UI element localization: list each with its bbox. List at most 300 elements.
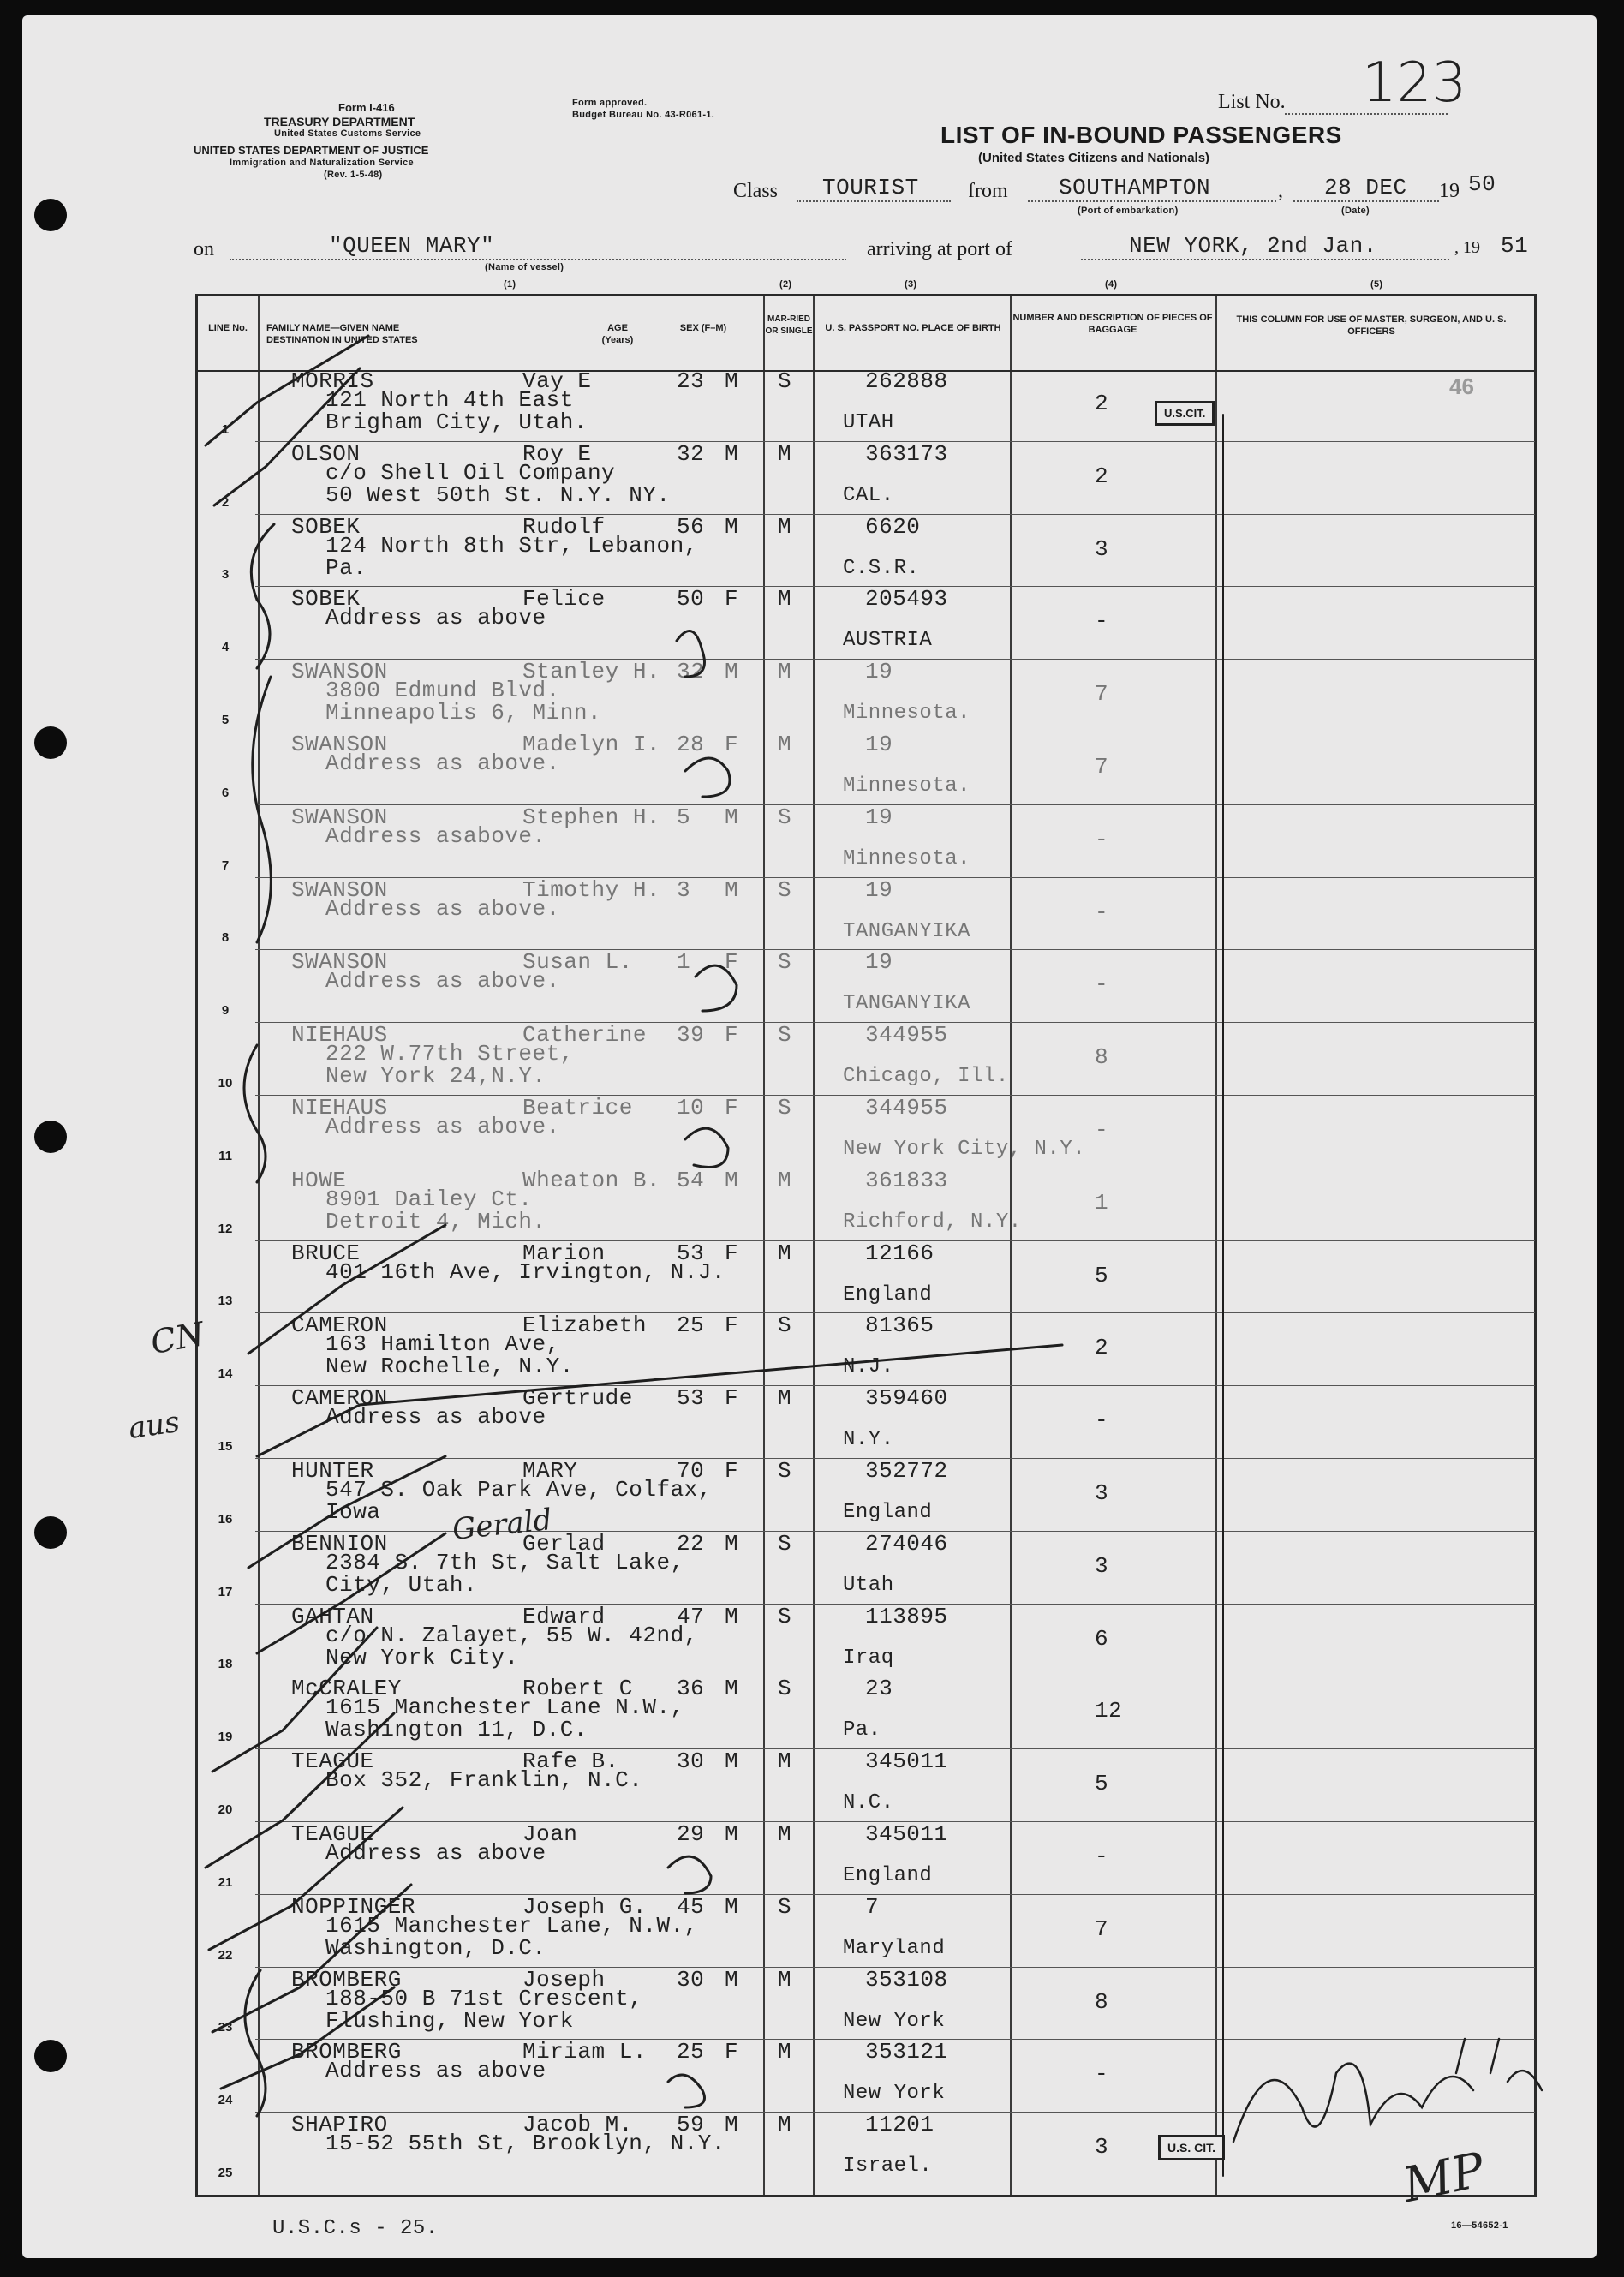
address-line: Address asabove. bbox=[325, 822, 546, 849]
line-number: 25 bbox=[218, 2165, 233, 2180]
us-citizen-stamp: U.S. CIT. bbox=[1158, 2135, 1225, 2160]
line-number: 16 bbox=[218, 1511, 233, 1527]
line-number: 13 bbox=[218, 1294, 233, 1309]
place-of-birth: New York bbox=[843, 2009, 946, 2033]
form-number: Form I-416 bbox=[338, 101, 395, 114]
given-name: Susan L. bbox=[522, 949, 633, 976]
marital-status: M bbox=[778, 1385, 792, 1412]
marital-status: S bbox=[778, 1095, 792, 1121]
ins-service: Immigration and Naturalization Service bbox=[230, 158, 414, 168]
age: 29 bbox=[677, 1821, 705, 1847]
marital-status: M bbox=[778, 513, 792, 540]
line-number: 1 bbox=[221, 421, 230, 437]
age: 70 bbox=[677, 1458, 705, 1484]
sex: M bbox=[725, 1603, 739, 1629]
line-number: 8 bbox=[221, 930, 230, 946]
baggage-count: - bbox=[1095, 971, 1109, 998]
age: 10 bbox=[677, 1095, 705, 1121]
place-of-birth: Minnesota. bbox=[843, 774, 971, 798]
col-baggage: NUMBER AND DESCRIPTION OF PIECES OF BAGGAGE bbox=[1012, 313, 1213, 335]
col-number-1: (1) bbox=[504, 279, 516, 290]
baggage-count: 3 bbox=[1095, 535, 1109, 562]
address-line: Flushing, New York bbox=[325, 2007, 574, 2034]
family-name: BENNION bbox=[291, 1530, 388, 1557]
family-name: NIEHAUS bbox=[291, 1095, 388, 1121]
handwritten-margin-note: CN bbox=[147, 1314, 207, 1362]
col-passport: U. S. PASSPORT NO. PLACE OF BIRTH bbox=[825, 323, 1001, 333]
marital-status: M bbox=[778, 2112, 792, 2138]
age: 53 bbox=[677, 1240, 705, 1266]
sex: F bbox=[725, 1240, 739, 1266]
form-approved: Form approved. bbox=[572, 98, 648, 108]
baggage-count: - bbox=[1095, 1844, 1109, 1869]
line-number: 23 bbox=[218, 2020, 233, 2035]
passport-number: 344955 bbox=[865, 1022, 948, 1049]
line-number: 15 bbox=[218, 1438, 233, 1454]
baggage-count: 2 bbox=[1095, 463, 1109, 489]
place-of-birth: Iraq bbox=[843, 1646, 894, 1670]
family-name: SWANSON bbox=[291, 949, 388, 976]
given-name: Joan bbox=[522, 1821, 578, 1847]
line-number: 17 bbox=[218, 1584, 233, 1599]
vessel-name: "QUEEN MARY" bbox=[329, 233, 495, 259]
baggage-count: 7 bbox=[1095, 1915, 1109, 1942]
col-sex: SEX (F–M) bbox=[679, 323, 727, 333]
passport-number: 12166 bbox=[865, 1240, 934, 1266]
place-of-birth: N.Y. bbox=[843, 1428, 894, 1452]
marital-status: M bbox=[778, 1966, 792, 1993]
address-line: 1615 Manchester Lane N.W., bbox=[325, 1694, 684, 1721]
sex: F bbox=[725, 732, 739, 757]
place-of-birth: TANGANYIKA bbox=[843, 992, 971, 1016]
passport-number: 345011 bbox=[865, 1821, 948, 1847]
address-line: City, Utah. bbox=[325, 1571, 478, 1598]
address-line: 163 Hamilton Ave, bbox=[325, 1331, 560, 1358]
budget-bureau: Budget Bureau No. 43-R061-1. bbox=[572, 110, 715, 120]
place-of-birth: England bbox=[843, 1501, 933, 1524]
line-number: 24 bbox=[218, 2093, 233, 2108]
place-of-birth: New York City, N.Y. bbox=[843, 1138, 1086, 1161]
passport-number: 19 bbox=[865, 659, 893, 685]
given-name: Felice bbox=[522, 586, 606, 613]
list-number: 123 bbox=[1362, 51, 1467, 115]
sex: M bbox=[725, 1676, 739, 1702]
family-name: HOWE bbox=[291, 1167, 347, 1193]
passport-number: 363173 bbox=[865, 440, 948, 467]
treasury-department: TREASURY DEPARTMENT bbox=[264, 115, 415, 128]
baggage-count: 5 bbox=[1095, 1771, 1109, 1797]
customs-service: United States Customs Service bbox=[274, 128, 421, 139]
address-line: Washington 11, D.C. bbox=[325, 1717, 588, 1743]
sex: M bbox=[725, 2112, 739, 2138]
address-line: 2384 S. 7th St, Salt Lake, bbox=[325, 1549, 684, 1575]
age: 25 bbox=[677, 1312, 705, 1339]
age: 53 bbox=[677, 1385, 705, 1412]
family-name: SOBEK bbox=[291, 513, 361, 540]
marital-status: S bbox=[778, 949, 792, 976]
col-married: MAR-RIED OR SINGLE bbox=[765, 314, 813, 336]
class-value: TOURIST bbox=[822, 175, 919, 200]
family-name: TEAGUE bbox=[291, 1821, 374, 1847]
date-caption: (Date) bbox=[1341, 206, 1370, 216]
marital-status: S bbox=[778, 368, 792, 394]
sex: M bbox=[725, 368, 739, 394]
passport-number: 361833 bbox=[865, 1167, 948, 1193]
sex: M bbox=[725, 1821, 739, 1847]
baggage-count: 3 bbox=[1095, 1552, 1109, 1579]
given-name: Elizabeth bbox=[522, 1312, 647, 1339]
arrival-year-prefix: 19 bbox=[1463, 238, 1480, 257]
line-number: 2 bbox=[221, 494, 230, 510]
age: 54 bbox=[677, 1167, 705, 1193]
given-name: Beatrice bbox=[522, 1095, 633, 1121]
given-name: Timothy H. bbox=[522, 876, 661, 903]
age: 47 bbox=[677, 1603, 705, 1629]
given-name: Gerlad bbox=[522, 1530, 606, 1557]
address-line: Address as above bbox=[325, 1840, 546, 1866]
address-line: Washington, D.C. bbox=[325, 1934, 546, 1961]
family-name: CAMERON bbox=[291, 1385, 388, 1412]
family-name: SWANSON bbox=[291, 876, 388, 903]
col-number-4: (4) bbox=[1105, 279, 1118, 290]
passport-number: 23 bbox=[865, 1676, 893, 1702]
address-line: Address as above. bbox=[325, 750, 560, 776]
line-number: 3 bbox=[221, 567, 230, 583]
place-of-birth: Pa. bbox=[843, 1718, 881, 1742]
line-number: 12 bbox=[218, 1221, 233, 1236]
place-of-birth: N.J. bbox=[843, 1355, 894, 1379]
address-line: 50 West 50th St. N.Y. NY. bbox=[325, 481, 671, 508]
line-number: 14 bbox=[218, 1366, 233, 1382]
passport-number: 19 bbox=[865, 732, 893, 757]
baggage-count: - bbox=[1095, 1407, 1109, 1434]
passport-number: 353108 bbox=[865, 1966, 948, 1993]
place-of-birth: Richford, N.Y. bbox=[843, 1210, 1022, 1234]
passport-number: 352772 bbox=[865, 1458, 948, 1484]
passport-number: 19 bbox=[865, 804, 893, 830]
class-label: Class bbox=[733, 180, 779, 202]
given-name: Edward bbox=[522, 1603, 606, 1629]
family-name: SHAPIRO bbox=[291, 2112, 388, 2138]
marital-status: M bbox=[778, 586, 792, 613]
given-name: Robert C bbox=[522, 1676, 633, 1702]
place-of-birth: AUSTRIA bbox=[843, 629, 933, 653]
marital-status: M bbox=[778, 1748, 792, 1775]
line-number: 11 bbox=[218, 1148, 232, 1163]
age: 39 bbox=[677, 1022, 705, 1049]
arrival-port: NEW YORK, 2nd Jan. bbox=[1129, 233, 1377, 259]
baggage-count: - bbox=[1095, 608, 1109, 635]
given-name: Gertrude bbox=[522, 1385, 633, 1412]
department-of-justice: UNITED STATES DEPARTMENT OF JUSTICE bbox=[194, 144, 429, 157]
page-subtitle: (United States Citizens and Nationals) bbox=[978, 151, 1210, 165]
sex: M bbox=[725, 659, 739, 685]
line-number: 22 bbox=[218, 1947, 233, 1963]
marital-status: S bbox=[778, 1893, 792, 1920]
given-name: Rudolf bbox=[522, 513, 606, 540]
sex: F bbox=[725, 1312, 739, 1339]
place-of-birth: England bbox=[843, 1282, 933, 1306]
address-line: c/o Shell Oil Company bbox=[325, 459, 616, 486]
place-of-birth: Maryland bbox=[843, 1936, 946, 1960]
family-name: BRUCE bbox=[291, 1240, 361, 1266]
age: 22 bbox=[677, 1530, 705, 1557]
baggage-count: - bbox=[1095, 899, 1109, 925]
baggage-count: 5 bbox=[1095, 1262, 1109, 1288]
age: 1 bbox=[677, 949, 691, 976]
col-name: FAMILY NAME—GIVEN NAME DESTINATION IN UNITED STATES bbox=[266, 323, 418, 345]
address-line: 547 S. Oak Park Ave, Colfax, bbox=[325, 1477, 712, 1503]
arrival-year: 51 bbox=[1501, 233, 1529, 259]
baggage-count: - bbox=[1095, 1117, 1109, 1143]
footer-right: 16—54652-1 bbox=[1451, 2220, 1508, 2231]
given-name: Vay E bbox=[522, 368, 592, 394]
address-line: Detroit 4, Mich. bbox=[325, 1208, 546, 1234]
sex: M bbox=[725, 513, 739, 540]
address-line: Brigham City, Utah. bbox=[325, 409, 588, 435]
sex: M bbox=[725, 1748, 739, 1775]
place-of-birth: TANGANYIKA bbox=[843, 919, 971, 943]
place-of-birth: N.C. bbox=[843, 1791, 894, 1815]
passport-number: 274046 bbox=[865, 1530, 948, 1557]
address-line: 8901 Dailey Ct. bbox=[325, 1186, 533, 1212]
given-name: MARY bbox=[522, 1458, 578, 1484]
marital-status: M bbox=[778, 1821, 792, 1847]
col-number-3: (3) bbox=[905, 279, 917, 290]
given-name: Rafe B. bbox=[522, 1748, 619, 1775]
passport-number: 7 bbox=[865, 1893, 880, 1920]
marital-status: S bbox=[778, 1603, 792, 1629]
family-name: NOPPINGER bbox=[291, 1893, 415, 1920]
marital-status: S bbox=[778, 1458, 792, 1484]
address-line: Pa. bbox=[325, 554, 367, 581]
faint-number: 46 bbox=[1449, 374, 1474, 399]
address-line: Address as above. bbox=[325, 968, 560, 995]
passport-number: 11201 bbox=[865, 2112, 934, 2138]
sex: M bbox=[725, 1893, 739, 1920]
handwritten-correction: Gerald bbox=[451, 1503, 554, 1547]
age: 32 bbox=[677, 440, 705, 467]
place-of-birth: Israel. bbox=[843, 2154, 933, 2178]
given-name: Stephen H. bbox=[522, 804, 661, 830]
age: 30 bbox=[677, 1748, 705, 1775]
passport-number: 81365 bbox=[865, 1312, 934, 1339]
family-name: SWANSON bbox=[291, 804, 388, 830]
list-no-label: List No. bbox=[1218, 91, 1286, 113]
family-name: BROMBERG bbox=[291, 2039, 402, 2065]
place-of-birth: Minnesota. bbox=[843, 846, 971, 870]
place-of-birth: Minnesota. bbox=[843, 702, 971, 726]
vessel-caption: (Name of vessel) bbox=[485, 262, 564, 272]
address-line: 121 North 4th East bbox=[325, 387, 574, 413]
line-number: 19 bbox=[218, 1730, 233, 1745]
address-line: 15-52 55th St, Brooklyn, N.Y. bbox=[325, 2131, 725, 2157]
age: 32 bbox=[677, 659, 705, 685]
place-of-birth: C.S.R. bbox=[843, 556, 920, 580]
sex: M bbox=[725, 1167, 739, 1193]
sex: F bbox=[725, 1458, 739, 1484]
address-line: 401 16th Ave, Irvington, N.J. bbox=[325, 1258, 725, 1285]
given-name: Roy E bbox=[522, 440, 592, 467]
place-of-birth: UTAH bbox=[843, 411, 894, 434]
family-name: MORRIS bbox=[291, 368, 374, 394]
age: 56 bbox=[677, 513, 705, 540]
sex: M bbox=[725, 876, 739, 903]
place-of-birth: Chicago, Ill. bbox=[843, 1065, 1009, 1089]
family-name: TEAGUE bbox=[291, 1748, 374, 1775]
age: 23 bbox=[677, 368, 705, 394]
baggage-count: 7 bbox=[1095, 681, 1109, 708]
address-line: New York City. bbox=[325, 1644, 519, 1670]
passport-number: 345011 bbox=[865, 1748, 948, 1775]
baggage-count: 2 bbox=[1095, 391, 1109, 416]
place-of-birth: New York bbox=[843, 2082, 946, 2106]
year-prefix: 19 bbox=[1439, 180, 1460, 202]
marital-status: M bbox=[778, 659, 792, 685]
sex: F bbox=[725, 1095, 739, 1121]
sex: M bbox=[725, 1966, 739, 1993]
baggage-count: 2 bbox=[1095, 1335, 1109, 1361]
form-revision: (Rev. 1-5-48) bbox=[324, 170, 383, 180]
col-line-no: LINE No. bbox=[208, 323, 248, 333]
line-number: 5 bbox=[221, 712, 230, 727]
baggage-count: 8 bbox=[1095, 1044, 1109, 1071]
address-line: 188-50 B 71st Crescent, bbox=[325, 1985, 643, 2011]
sex: M bbox=[725, 440, 739, 467]
place-of-birth: Utah bbox=[843, 1573, 894, 1597]
family-name: McCRALEY bbox=[291, 1676, 402, 1702]
page-title: LIST OF IN-BOUND PASSENGERS bbox=[940, 122, 1342, 148]
passport-number: 262888 bbox=[865, 368, 948, 394]
col-number-5: (5) bbox=[1370, 279, 1383, 290]
line-number: 6 bbox=[221, 785, 230, 800]
col-age: AGE (Years) bbox=[601, 323, 634, 345]
embarkation-port: SOUTHAMPTON bbox=[1059, 175, 1211, 200]
line-number: 7 bbox=[221, 858, 230, 873]
family-name: NIEHAUS bbox=[291, 1022, 388, 1049]
address-line: Address as above bbox=[325, 2058, 546, 2084]
address-line: Address as above. bbox=[325, 1114, 560, 1139]
family-name: OLSON bbox=[291, 440, 361, 467]
address-line: Address as above bbox=[325, 605, 546, 631]
given-name: Miriam L. bbox=[522, 2039, 647, 2065]
address-line: 124 North 8th Str, Lebanon, bbox=[325, 532, 698, 559]
sex: F bbox=[725, 586, 739, 613]
address-line: 1615 Manchester Lane, N.W., bbox=[325, 1912, 698, 1939]
marital-status: S bbox=[778, 1022, 792, 1049]
given-name: Joseph bbox=[522, 1966, 606, 1993]
marital-status: S bbox=[778, 876, 792, 903]
col-number-2: (2) bbox=[779, 279, 792, 290]
passport-number: 113895 bbox=[865, 1603, 948, 1629]
passport-number: 19 bbox=[865, 949, 893, 976]
handwritten-margin-note: aus bbox=[126, 1405, 182, 1446]
age: 59 bbox=[677, 2112, 705, 2138]
address-line: Address as above. bbox=[325, 895, 560, 922]
given-name: Jacob M. bbox=[522, 2112, 633, 2138]
address-line: c/o N. Zalayet, 55 W. 42nd, bbox=[325, 1622, 698, 1648]
arriving-label: arriving at port of bbox=[867, 238, 1012, 260]
passport-number: 344955 bbox=[865, 1095, 948, 1121]
given-name: Madelyn I. bbox=[522, 732, 661, 757]
age: 50 bbox=[677, 586, 705, 613]
baggage-count: - bbox=[1095, 826, 1109, 852]
age: 28 bbox=[677, 732, 705, 757]
passport-number: 6620 bbox=[865, 513, 921, 540]
family-name: CAMERON bbox=[291, 1312, 388, 1339]
marital-status: S bbox=[778, 1530, 792, 1557]
address-line: 3800 Edmund Blvd. bbox=[325, 678, 560, 704]
address-line: New York 24,N.Y. bbox=[325, 1063, 546, 1090]
marital-status: S bbox=[778, 1676, 792, 1702]
place-of-birth: CAL. bbox=[843, 483, 894, 507]
age: 45 bbox=[677, 1893, 705, 1920]
passport-number: 353121 bbox=[865, 2039, 948, 2065]
age: 5 bbox=[677, 804, 691, 830]
sex: M bbox=[725, 1530, 739, 1557]
sex: F bbox=[725, 2039, 739, 2065]
line-number: 10 bbox=[218, 1075, 233, 1091]
given-name: Wheaton B. bbox=[522, 1167, 661, 1193]
marital-status: M bbox=[778, 2039, 792, 2065]
sex: M bbox=[725, 804, 739, 830]
address-line: Box 352, Franklin, N.C. bbox=[325, 1767, 643, 1794]
line-number: 4 bbox=[221, 640, 230, 655]
baggage-count: 7 bbox=[1095, 754, 1109, 780]
place-of-birth: England bbox=[843, 1864, 933, 1887]
line-number: 20 bbox=[218, 1802, 233, 1817]
passport-number: 205493 bbox=[865, 586, 948, 613]
baggage-count: 8 bbox=[1095, 1988, 1109, 2015]
col-officers: THIS COLUMN FOR USE OF MASTER, SURGEON, AND U. S. OFFICERS bbox=[1236, 314, 1507, 337]
baggage-count: 3 bbox=[1095, 2134, 1109, 2160]
marital-status: M bbox=[778, 440, 792, 467]
sex: F bbox=[725, 1385, 739, 1412]
baggage-count: 1 bbox=[1095, 1189, 1109, 1216]
embarkation-date: 28 DEC bbox=[1324, 175, 1407, 200]
marital-status: S bbox=[778, 1312, 792, 1339]
footer-left: U.S.C.s - 25. bbox=[272, 2217, 439, 2240]
given-name: Stanley H. bbox=[522, 659, 661, 685]
from-label: from bbox=[968, 180, 1008, 202]
address-line: Minneapolis 6, Minn. bbox=[325, 700, 602, 726]
line-number: 9 bbox=[221, 1003, 230, 1019]
sex: F bbox=[725, 1022, 739, 1049]
address-line: Iowa bbox=[325, 1499, 381, 1525]
given-name: Joseph G. bbox=[522, 1893, 647, 1920]
address-line: 222 W.77th Street, bbox=[325, 1041, 574, 1067]
port-caption: (Port of embarkation) bbox=[1078, 206, 1179, 216]
line-number: 21 bbox=[218, 1874, 233, 1890]
sex: F bbox=[725, 949, 739, 976]
family-name: GAHTAN bbox=[291, 1603, 374, 1629]
age: 3 bbox=[677, 876, 691, 903]
family-name: BROMBERG bbox=[291, 1966, 402, 1993]
baggage-count: 3 bbox=[1095, 1480, 1109, 1506]
baggage-count: 12 bbox=[1095, 1698, 1123, 1724]
address-line: Address as above bbox=[325, 1404, 546, 1431]
passport-number: 19 bbox=[865, 876, 893, 903]
on-label: on bbox=[194, 238, 214, 260]
family-name: SOBEK bbox=[291, 586, 361, 613]
marital-status: M bbox=[778, 732, 792, 757]
age: 30 bbox=[677, 1966, 705, 1993]
age: 36 bbox=[677, 1676, 705, 1702]
handwritten-initials: MP bbox=[1398, 2142, 1490, 2214]
baggage-count: - bbox=[1095, 2061, 1109, 2088]
line-number: 18 bbox=[218, 1657, 233, 1672]
age: 25 bbox=[677, 2039, 705, 2065]
